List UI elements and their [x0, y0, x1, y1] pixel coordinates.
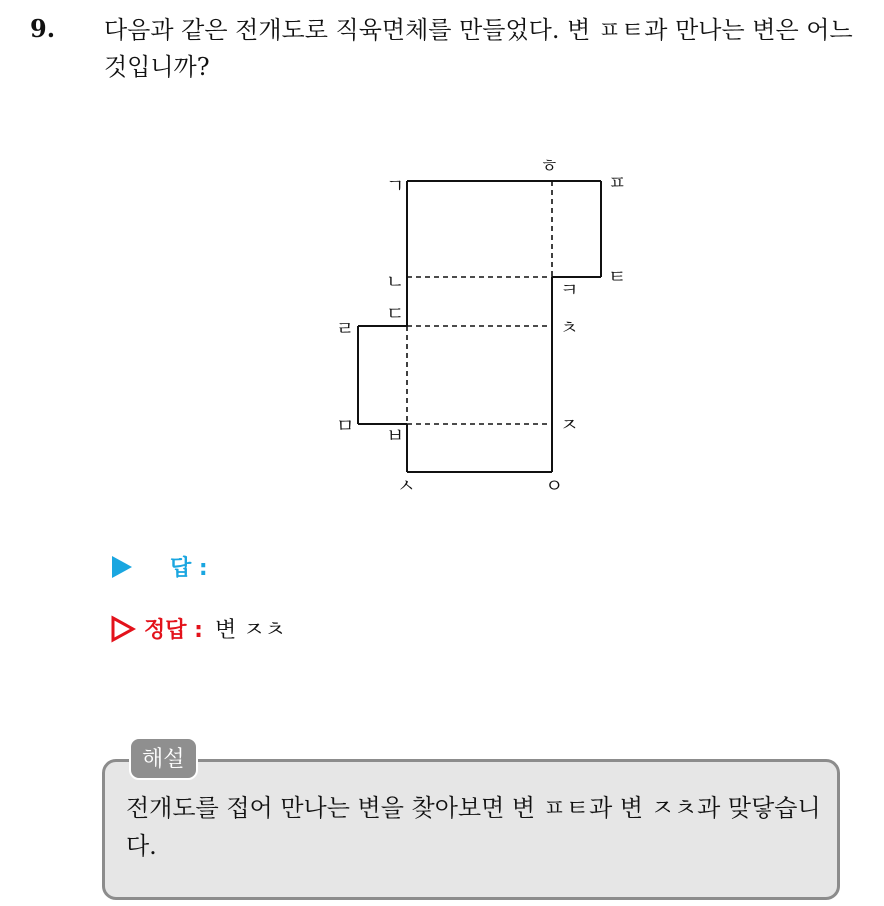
vertex-label: ㅈ [560, 414, 579, 436]
vertex-label: ㅊ [560, 317, 579, 339]
vertex-label: ㅎ [540, 155, 559, 177]
correct-answer-label: 정답 : [144, 618, 203, 643]
vertex-label: ㅂ [386, 425, 405, 447]
fold-lines [407, 181, 552, 424]
explanation-tag: 해설 [129, 737, 198, 780]
correct-answer-value: 변 ㅈㅊ [214, 618, 286, 643]
explanation-text: 전개도를 접어 만나는 변을 찾아보면 변 ㅍㅌ과 변 ㅈㅊ과 맞닿습니다. [126, 794, 821, 860]
outline-triangle-icon [110, 615, 136, 643]
vertex-label: ㄴ [386, 271, 405, 293]
answer-row [110, 551, 208, 582]
vertex-label: ㅁ [336, 415, 355, 437]
vertex-label: ㅌ [608, 266, 627, 288]
vertex-label: ㄷ [386, 303, 405, 325]
play-triangle-icon [110, 554, 134, 580]
vertex-label: ㅇ [545, 475, 564, 497]
vertex-label: ㅅ [397, 475, 416, 497]
vertex-label: ㅋ [560, 279, 579, 301]
question-text: 다음과 같은 전개도로 직육면체를 만들었다. 변 ㅍㅌ과 만나는 변은 어느 것입니까? [104, 16, 853, 81]
correct-answer-row [110, 613, 286, 644]
question-number: 9. [30, 14, 56, 43]
answer-label: 답 : [170, 556, 208, 581]
vertex-label: ㄹ [336, 318, 355, 340]
vertex-label: ㅍ [608, 172, 627, 194]
vertex-label: ㄱ [386, 175, 405, 197]
